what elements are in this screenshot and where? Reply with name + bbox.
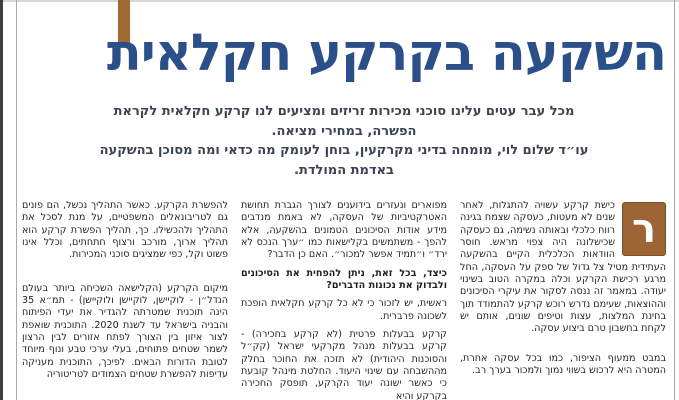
standfirst-line: עו״ד שלום לוי, מומחה בדיני מקרקעין, בוחן לעומק מה כדאי ומה מסוכן בהשקעה xyxy=(99,143,589,158)
paragraph: להפשרת הקרקע. כאשר התהליך נכשל, הם פונים גם לטריבונאלים המשפטיים, על מנת לסכל את התהליך ולהכשילו. כך, תהליך הפשרת קרקע הוא תהליך ארוך, מורכב ורצוף חתחתים, וכלל אינו פשוט וקל, כפי שמציגים סוכני המכירות. xyxy=(22,200,228,261)
paragraph-text: כישת קרקע עשויה להתגלות, לאחר שנים לא מעטות, כעסקה שצמח בגינה רווח כלכלי ובאותה נשימה, גם כעסקה שכישלונה היה צפוי מראש. חוסר הוודאות הכלכלית הקיים בהשקעה העתידית מטיל צל גדול של ספק על העסקה, החל מרגע רכישת הקרקע וכלה במקרה הטוב בשינוי יעודה. במאמר זה ננסה לסקור את עיקרי הסיכונים וההוצאות, שעימם נדרש רוכש קרקע להתמודד תוך בחינת המלצות, עצות וטיפים שונים, אותם יש לקחת בחשבון טרם ביצוע עסקה. xyxy=(460,200,666,335)
paragraph: מפוארים ונעזרים בידוענים לצורך הגברת תחושת האטרקטיביות של העסקה, לא באמת מנדבים מידע אודות הסיכונים הטמונים בהשקעה, אלא להפך - משתמשים בקלישאות כמו ״ערך הנכס לא ירד״ ו״תמיד אפשר למכור״. האם כן הדבר? xyxy=(241,200,447,261)
paragraph xyxy=(460,200,666,336)
standfirst-line: מכל עבר עטים עלינו סוכני מכירות זריזים ומציעים לנו קרקע חקלאית לקראת xyxy=(113,104,575,119)
column-middle xyxy=(241,200,447,400)
left-margin-rule xyxy=(16,0,17,400)
paragraph-emphasis: כיצד, בכל זאת, ניתן להפחית את הסיכונים ולבדוק את נכונות הדברים? xyxy=(241,267,447,292)
page-title: השקעה בקרקע חקלאית xyxy=(106,24,666,83)
paragraph: מיקום הקרקע (הקלישאה השכיחה ביותר בעולם הנדל״ן - לוקיישן, לוקיישן ולוקיישן) - תמ״א 35 הינה תוכנית שמטרתה להגדיר את יעדי הפיתוח והבניה בישראל עד לשנת 2020. התוכנית שואפת לצור איזון בין הצורך לפתח אזורים לבין הרצון לשמר שטחים פתוחים, בעלי ערכי טבע ונוף מיוחד לטובת הדורות הבאים. לפיכך, התוכנית מעניקה עדיפות להפשרת שטחים הצמודים לטריטוריה xyxy=(22,282,228,381)
standfirst-line: הפשרה, במחירי מציאה. xyxy=(271,123,417,139)
standfirst-line: באדמת המולדת. xyxy=(294,162,394,178)
body-columns xyxy=(22,200,666,400)
standfirst xyxy=(22,102,666,180)
top-edge-rule xyxy=(0,0,679,2)
right-margin-rule xyxy=(674,0,675,400)
paragraph: ראשית, יש לזכור כי לא כל קרקע חקלאית הופכת לשכונה פרברית. xyxy=(241,298,447,322)
column-left xyxy=(22,200,228,400)
paragraph: קרקע בבעלות פרטית (לא קרקע בחכירה) - קרקע בבעלות מנהל מקרקעי ישראל (קק״ל והסוכנות היהודית) לא תזכה את החוכר בחלק מההשבחה עם שינוי היעוד. החלטת מינהל קובעת כי כאשר ישונה יעוד הקרקע, תופסק החכירה בקרקע והיא xyxy=(241,329,447,400)
column-right xyxy=(460,200,666,400)
drop-cap: ר xyxy=(622,202,666,256)
paragraph: במבט ממעוף הציפור, כמו בכל עסקה אחרת, המטרה היא לרכוש בשווי נמוך ולמכור בערך רב. xyxy=(460,352,666,377)
left-scan-edge xyxy=(0,0,3,400)
